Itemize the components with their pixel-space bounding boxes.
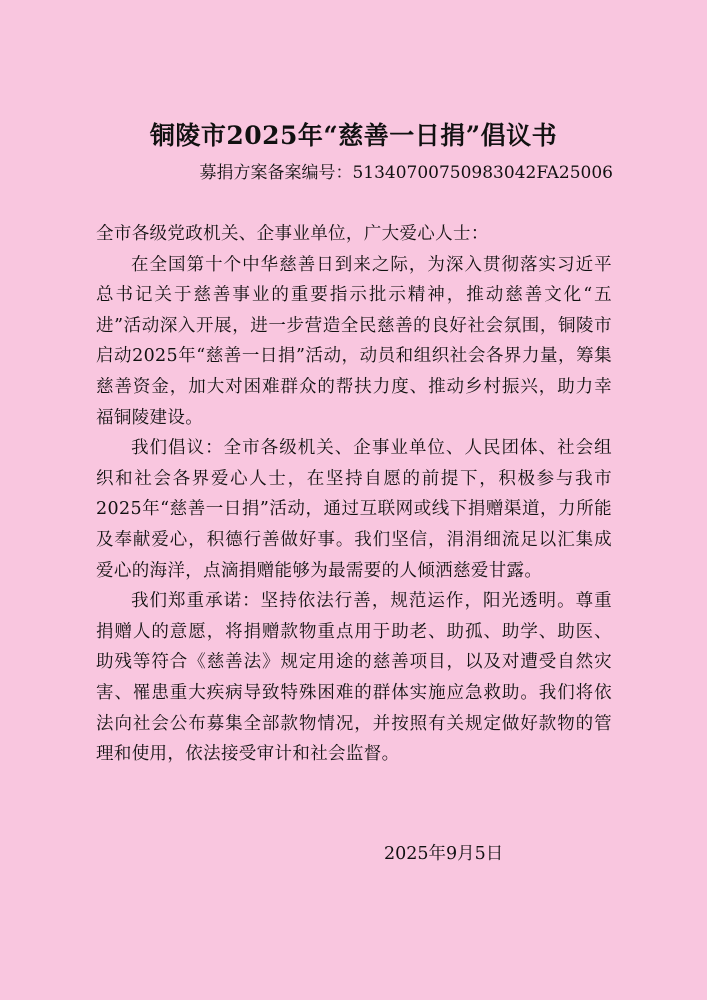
paragraph-proposal: 我们倡议：全市各级机关、企事业单位、人民团体、社会组织和社会各界爱心人士，在坚持自愿的前提下，积极参与我市2025年“慈善一日捐”活动，通过互联网或线下捐赠渠道，力所能及奉献爱心，积德行善做好事。我们坚信，涓涓细流足以汇集成爱心的海洋，点滴捐赠能够为最需要的人倾洒慈爱甘露。 (96, 438, 612, 581)
document-title: 铜陵市2025年“慈善一日捐”倡议书 (149, 121, 558, 150)
paragraph-intro: 在全国第十个中华慈善日到来之际，为深入贯彻落实习近平总书记关于慈善事业的重要指示批示精神，推动慈善文化“五进”活动深入开展，进一步营造全民慈善的良好社会氛围，铜陵市启动2025年“慈善一日捐”活动，动员和组织社会各界力量，筹集慈善资金，加大对困难群众的帮扶力度、推动乡村振兴，助力幸福铜陵建设。 (96, 254, 612, 428)
paragraph-commitment: 我们郑重承诺：坚持依法行善，规范运作，阳光透明。尊重捐赠人的意愿，将捐赠款物重点用于助老、助孤、助学、助医、助残等符合《慈善法》规定用途的慈善项目，以及对遭受自然灾害、罹患重大疾病导致特殊困难的群体实施应急救助。我们将依法向社会公布募集全部款物情况，并按照有关规定做好款物的管理和使用，依法接受审计和社会监督。 (96, 591, 612, 765)
salutation: 全市各级党政机关、企事业单位，广大爱心人士： (96, 224, 489, 244)
document-body (96, 219, 612, 770)
record-number: 募捐方案备案编号：5134070075098304​2FA25006 (199, 163, 613, 183)
document-date: 2025年9月5日 (384, 844, 504, 864)
